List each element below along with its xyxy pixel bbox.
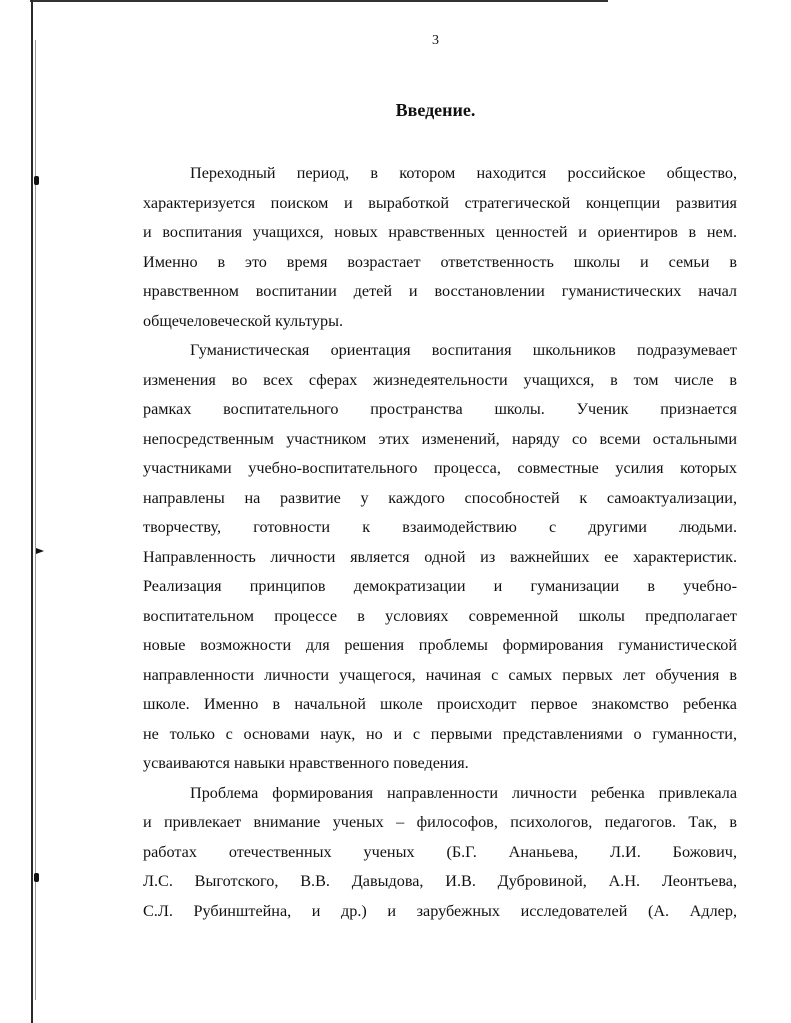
- text-line: рамках воспитательного пространства школы. Ученик признается: [143, 400, 737, 418]
- text-line: Именно в это время возрастает ответственность школы и семьи в: [143, 252, 737, 271]
- text-line: Направленность личности является одной из важнейших ее характеристик.: [143, 547, 737, 566]
- text-line: участниками учебно-воспитательного процесса, совместные усилия которых: [143, 459, 737, 477]
- scan-mark: [34, 176, 39, 185]
- scan-edge-top: [30, 0, 608, 2]
- text-line: работах отечественных ученых (Б.Г. Ананьева, Л.И. Божович,: [143, 842, 737, 861]
- text-line: изменения во всех сферах жизнедеятельности учащихся, в том числе в: [143, 370, 737, 389]
- page-title: Введение.: [395, 100, 476, 120]
- text-line: творчеству, готовности к взаимодействию с другими людьми.: [143, 518, 737, 536]
- text-line: воспитательном процессе в условиях современной школы предполагает: [143, 606, 737, 625]
- text-line: С.Л. Рубинштейна, и др.) и зарубежных исследователей (А. Адлер,: [143, 901, 737, 920]
- text-line: характеризуется поиском и выработкой стратегической концепции развития: [143, 193, 737, 212]
- body-text: [143, 159, 737, 926]
- text-line: усваиваются навыки нравственного поведения.: [143, 754, 469, 772]
- scan-edge-left: [31, 0, 33, 1023]
- text-line: Переходный период, в котором находится российское общество,: [190, 164, 737, 182]
- text-line: школе. Именно в начальной школе происходит первое знакомство ребенка: [143, 695, 737, 713]
- text-line: направлены на развитие у каждого способностей к самоактуализации,: [143, 488, 737, 507]
- text-line: и воспитания учащихся, новых нравственных ценностей и ориентиров в нем.: [143, 223, 737, 241]
- text-line: направленности личности учащегося, начиная с самых первых лет обучения в: [143, 665, 737, 684]
- text-line: не только с основами наук, но и с первыми представлениями о гуманности,: [143, 724, 737, 743]
- text-line: новые возможности для решения проблемы формирования гуманистической: [143, 636, 737, 654]
- text-line: и привлекает внимание ученых – философов, психологов, педагогов. Так, в: [143, 813, 737, 831]
- scan-mark: [36, 548, 44, 554]
- scan-mark: [34, 873, 39, 882]
- paragraph-1: [143, 159, 737, 336]
- text-line: Реализация принципов демократизации и гуманизации в учебно-: [143, 577, 737, 595]
- text-line: нравственном воспитании детей и восстановлении гуманистических начал: [143, 282, 737, 300]
- text-line: непосредственным участником этих изменений, наряду со всеми остальными: [143, 429, 737, 448]
- page-number: 3: [432, 33, 439, 48]
- text-line: Гуманистическая ориентация воспитания школьников подразумевает: [190, 341, 737, 359]
- paragraph-2: [143, 336, 737, 779]
- text-line: общечеловеческой культуры.: [143, 311, 343, 330]
- text-line: Л.С. Выготского, В.В. Давыдова, И.В. Дубровиной, А.Н. Леонтьева,: [143, 872, 737, 890]
- paragraph-3: [143, 779, 737, 927]
- text-line: Проблема формирования направленности личности ребенка привлекала: [190, 783, 737, 802]
